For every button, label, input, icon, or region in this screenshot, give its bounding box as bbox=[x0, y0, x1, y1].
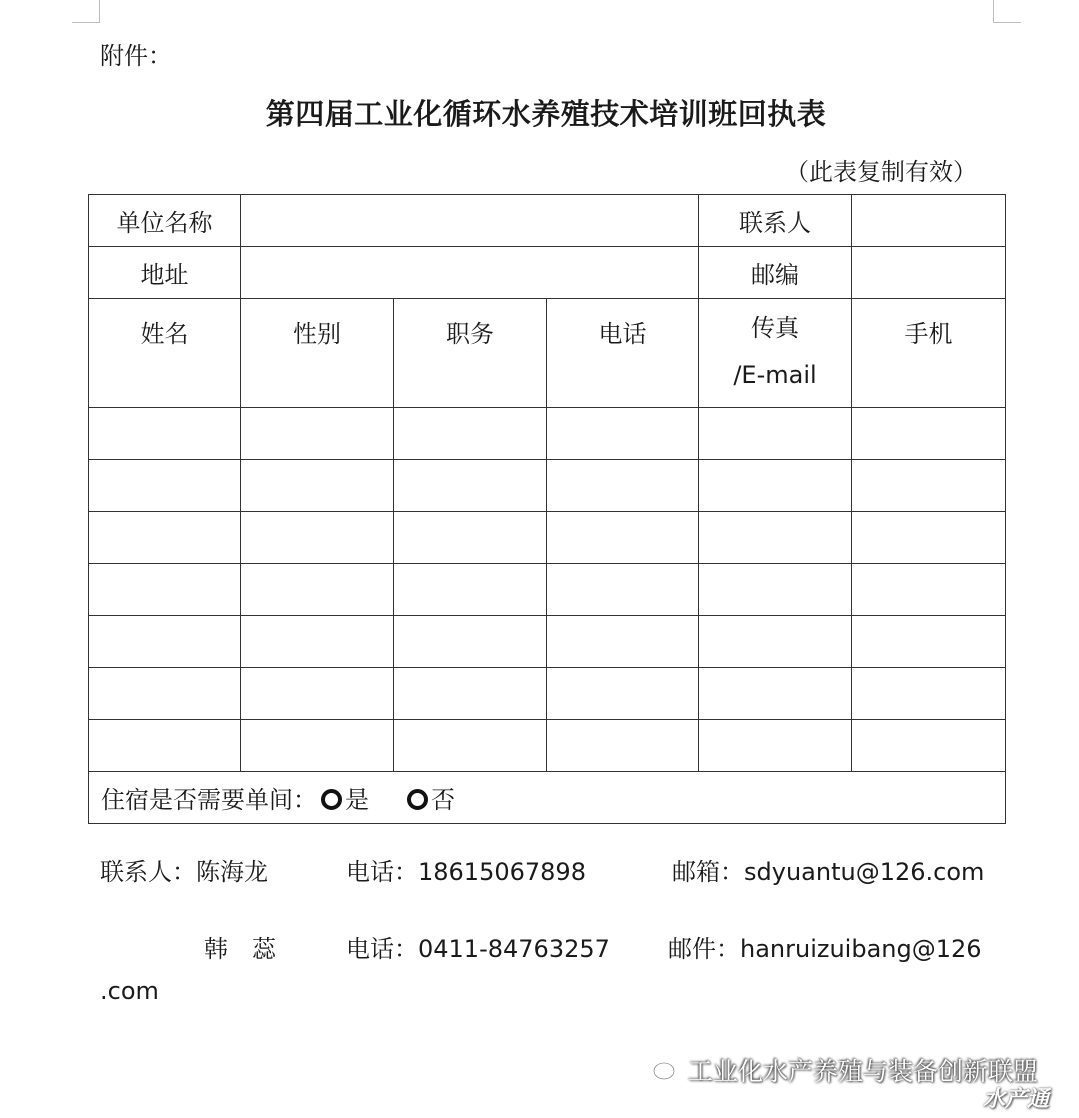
contact2-phone: 电话：0411-84763257 bbox=[346, 935, 610, 963]
table-row bbox=[89, 720, 1006, 772]
address-label: 地址 bbox=[89, 247, 241, 299]
cell-input[interactable] bbox=[89, 720, 241, 772]
cell-input[interactable] bbox=[852, 720, 1006, 772]
table-row bbox=[89, 616, 1006, 668]
cell-input[interactable] bbox=[394, 512, 547, 564]
col-header-fax-email bbox=[699, 299, 852, 408]
lodging-question: 住宿是否需要单间： bbox=[101, 786, 317, 814]
lodging-row bbox=[89, 772, 1006, 824]
col-header-position: 职务 bbox=[394, 299, 547, 408]
cell-input[interactable] bbox=[89, 668, 241, 720]
cell-input[interactable] bbox=[699, 564, 852, 616]
address-field[interactable] bbox=[241, 247, 699, 299]
unit-row bbox=[89, 195, 1006, 247]
cell-input[interactable] bbox=[547, 512, 699, 564]
cell-input[interactable] bbox=[394, 616, 547, 668]
contact2-name: 韩 蕊 bbox=[204, 935, 276, 963]
table-row bbox=[89, 512, 1006, 564]
cell-input[interactable] bbox=[852, 616, 1006, 668]
watermark-text: 工业化水产养殖与装备创新联盟 bbox=[688, 1057, 1039, 1086]
cell-input[interactable] bbox=[241, 512, 394, 564]
table-row bbox=[89, 408, 1006, 460]
page-corner-mark-right bbox=[993, 0, 1021, 23]
cell-input[interactable] bbox=[241, 616, 394, 668]
page-corner-mark-left bbox=[72, 0, 100, 23]
col-header-fax: 传真 bbox=[751, 314, 800, 342]
lodging-option-yes[interactable] bbox=[317, 780, 369, 815]
col-header-phone: 电话 bbox=[547, 299, 699, 408]
watermark-logo-text: 水产通 bbox=[983, 1087, 1050, 1112]
option-yes-label: 是 bbox=[345, 786, 369, 814]
unit-name-label: 单位名称 bbox=[89, 195, 241, 247]
cell-input[interactable] bbox=[547, 720, 699, 772]
cell-input[interactable] bbox=[89, 512, 241, 564]
wechat-icon bbox=[652, 1060, 682, 1086]
cell-input[interactable] bbox=[547, 668, 699, 720]
col-header-name: 姓名 bbox=[89, 299, 241, 408]
cell-input[interactable] bbox=[241, 564, 394, 616]
radio-circle-icon[interactable] bbox=[321, 789, 342, 810]
lodging-cell bbox=[89, 772, 1006, 824]
cell-input[interactable] bbox=[394, 720, 547, 772]
contact1-phone: 电话：18615067898 bbox=[346, 858, 586, 886]
cell-input[interactable] bbox=[852, 564, 1006, 616]
contact-person-field[interactable] bbox=[852, 195, 1006, 247]
cell-input[interactable] bbox=[241, 668, 394, 720]
cell-input[interactable] bbox=[547, 408, 699, 460]
page-title: 第四届工业化循环水养殖技术培训班回执表 bbox=[265, 97, 827, 131]
cell-input[interactable] bbox=[852, 512, 1006, 564]
contact2-email-continued: .com bbox=[100, 977, 159, 1005]
cell-input[interactable] bbox=[699, 460, 852, 512]
option-no-label: 否 bbox=[431, 786, 455, 814]
cell-input[interactable] bbox=[394, 564, 547, 616]
table-row bbox=[89, 668, 1006, 720]
copy-valid-note: （此表复制有效） bbox=[785, 158, 977, 186]
column-header-row bbox=[89, 299, 1006, 408]
postcode-field[interactable] bbox=[852, 247, 1006, 299]
radio-circle-icon[interactable] bbox=[407, 789, 428, 810]
registration-form-table bbox=[88, 194, 1006, 824]
cell-input[interactable] bbox=[852, 668, 1006, 720]
contact1-email: 邮箱：sdyuantu@126.com bbox=[672, 858, 985, 886]
contact2-email: 邮件：hanruizuibang@126 bbox=[668, 935, 982, 963]
cell-input[interactable] bbox=[547, 460, 699, 512]
cell-input[interactable] bbox=[89, 564, 241, 616]
cell-input[interactable] bbox=[852, 460, 1006, 512]
cell-input[interactable] bbox=[547, 564, 699, 616]
table-row bbox=[89, 564, 1006, 616]
cell-input[interactable] bbox=[699, 408, 852, 460]
cell-input[interactable] bbox=[89, 408, 241, 460]
cell-input[interactable] bbox=[394, 408, 547, 460]
cell-input[interactable] bbox=[699, 616, 852, 668]
cell-input[interactable] bbox=[699, 668, 852, 720]
address-row bbox=[89, 247, 1006, 299]
cell-input[interactable] bbox=[241, 460, 394, 512]
cell-input[interactable] bbox=[547, 616, 699, 668]
cell-input[interactable] bbox=[699, 512, 852, 564]
cell-input[interactable] bbox=[241, 408, 394, 460]
lodging-option-no[interactable] bbox=[403, 780, 455, 815]
cell-input[interactable] bbox=[241, 720, 394, 772]
cell-input[interactable] bbox=[89, 616, 241, 668]
table-row bbox=[89, 460, 1006, 512]
contact-person-label: 联系人 bbox=[699, 195, 852, 247]
cell-input[interactable] bbox=[699, 720, 852, 772]
postcode-label: 邮编 bbox=[699, 247, 852, 299]
attachment-label: 附件： bbox=[100, 42, 172, 70]
cell-input[interactable] bbox=[394, 460, 547, 512]
contact1-name: 联系人：陈海龙 bbox=[100, 858, 268, 886]
watermark bbox=[652, 1052, 1038, 1088]
cell-input[interactable] bbox=[394, 668, 547, 720]
col-header-gender: 性别 bbox=[241, 299, 394, 408]
unit-name-field[interactable] bbox=[241, 195, 699, 247]
cell-input[interactable] bbox=[852, 408, 1006, 460]
col-header-email: /E-mail bbox=[733, 361, 817, 389]
cell-input[interactable] bbox=[89, 460, 241, 512]
col-header-mobile: 手机 bbox=[852, 299, 1006, 408]
